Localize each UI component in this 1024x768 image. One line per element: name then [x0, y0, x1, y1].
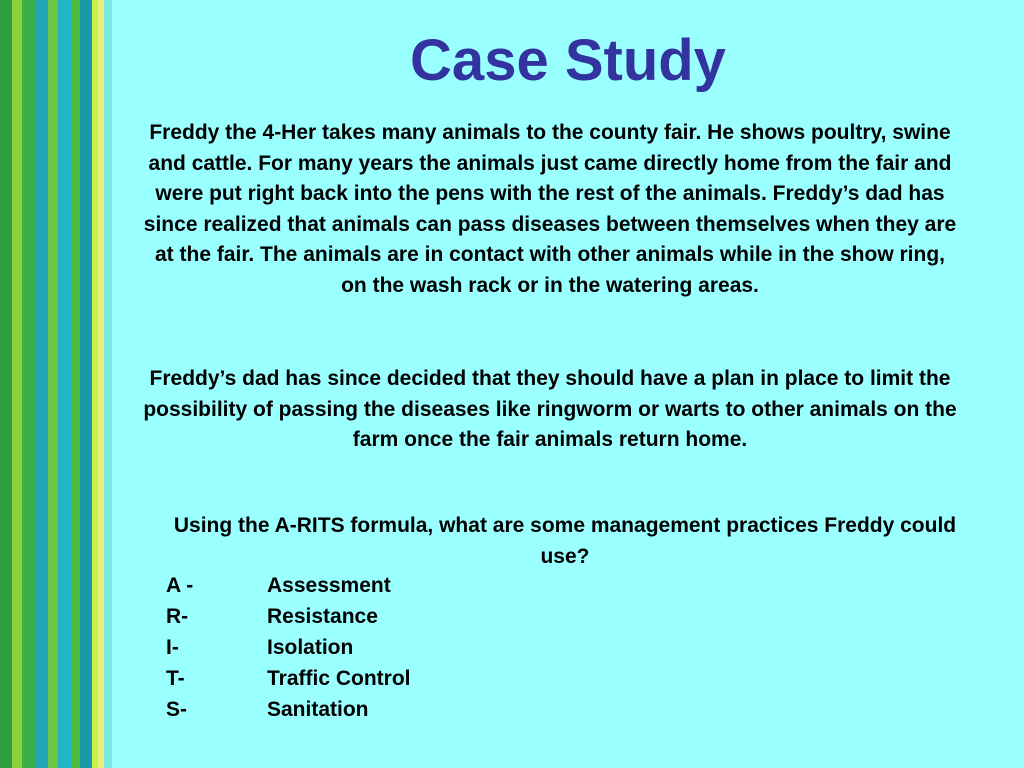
case-paragraph-2: Freddy’s dad has since decided that they should have a plan in place to limit the possibility of passing the diseases like ringworm or warts to other animals on the farm once the fair animals return home.: [143, 367, 957, 452]
arits-letter: A -: [166, 574, 194, 597]
arits-letter: I-: [166, 636, 179, 659]
stripe-green-light: [48, 0, 58, 768]
question-text: Using the A-RITS formula, what are some management practices Freddy could use?: [173, 514, 957, 568]
arits-term: Sanitation: [267, 698, 369, 721]
case-paragraph-1: Freddy the 4-Her takes many animals to the county fair. He shows poultry, swine and cattle. For many years the animals just came directly home from the fair and were put right back into the pens with the rest of the animals. Freddy’s dad has since realized that animals can pass diseases between themselves when they are at the fair. The animals are in contact with other animals while in the show ring, on the wash rack or in the watering areas.: [143, 121, 957, 297]
arits-term: Isolation: [267, 636, 354, 659]
stripe-aqua: [104, 0, 112, 768]
arits-item-assessment: [166, 570, 411, 601]
arits-term: Traffic Control: [267, 667, 411, 690]
stripe-teal: [36, 0, 48, 768]
arits-letter: T-: [166, 667, 185, 690]
stripe-cyan: [58, 0, 72, 768]
slide-title: Case Study: [410, 28, 726, 93]
decorative-stripes: [0, 0, 112, 768]
arits-letter: R-: [166, 605, 189, 628]
arits-item-sanitation: [166, 694, 411, 725]
arits-item-traffic-control: [166, 663, 411, 694]
arits-letter: S-: [166, 698, 187, 721]
stripe-lime: [12, 0, 22, 768]
arits-item-resistance: [166, 601, 411, 632]
arits-term: Resistance: [267, 605, 378, 628]
stripe-green-mid: [22, 0, 36, 768]
stripe-green-bright: [72, 0, 80, 768]
stripe-teal-dark: [80, 0, 92, 768]
arits-term: Assessment: [267, 574, 391, 597]
arits-list: [166, 570, 411, 725]
stripe-green-dark: [0, 0, 12, 768]
arits-item-isolation: [166, 632, 411, 663]
